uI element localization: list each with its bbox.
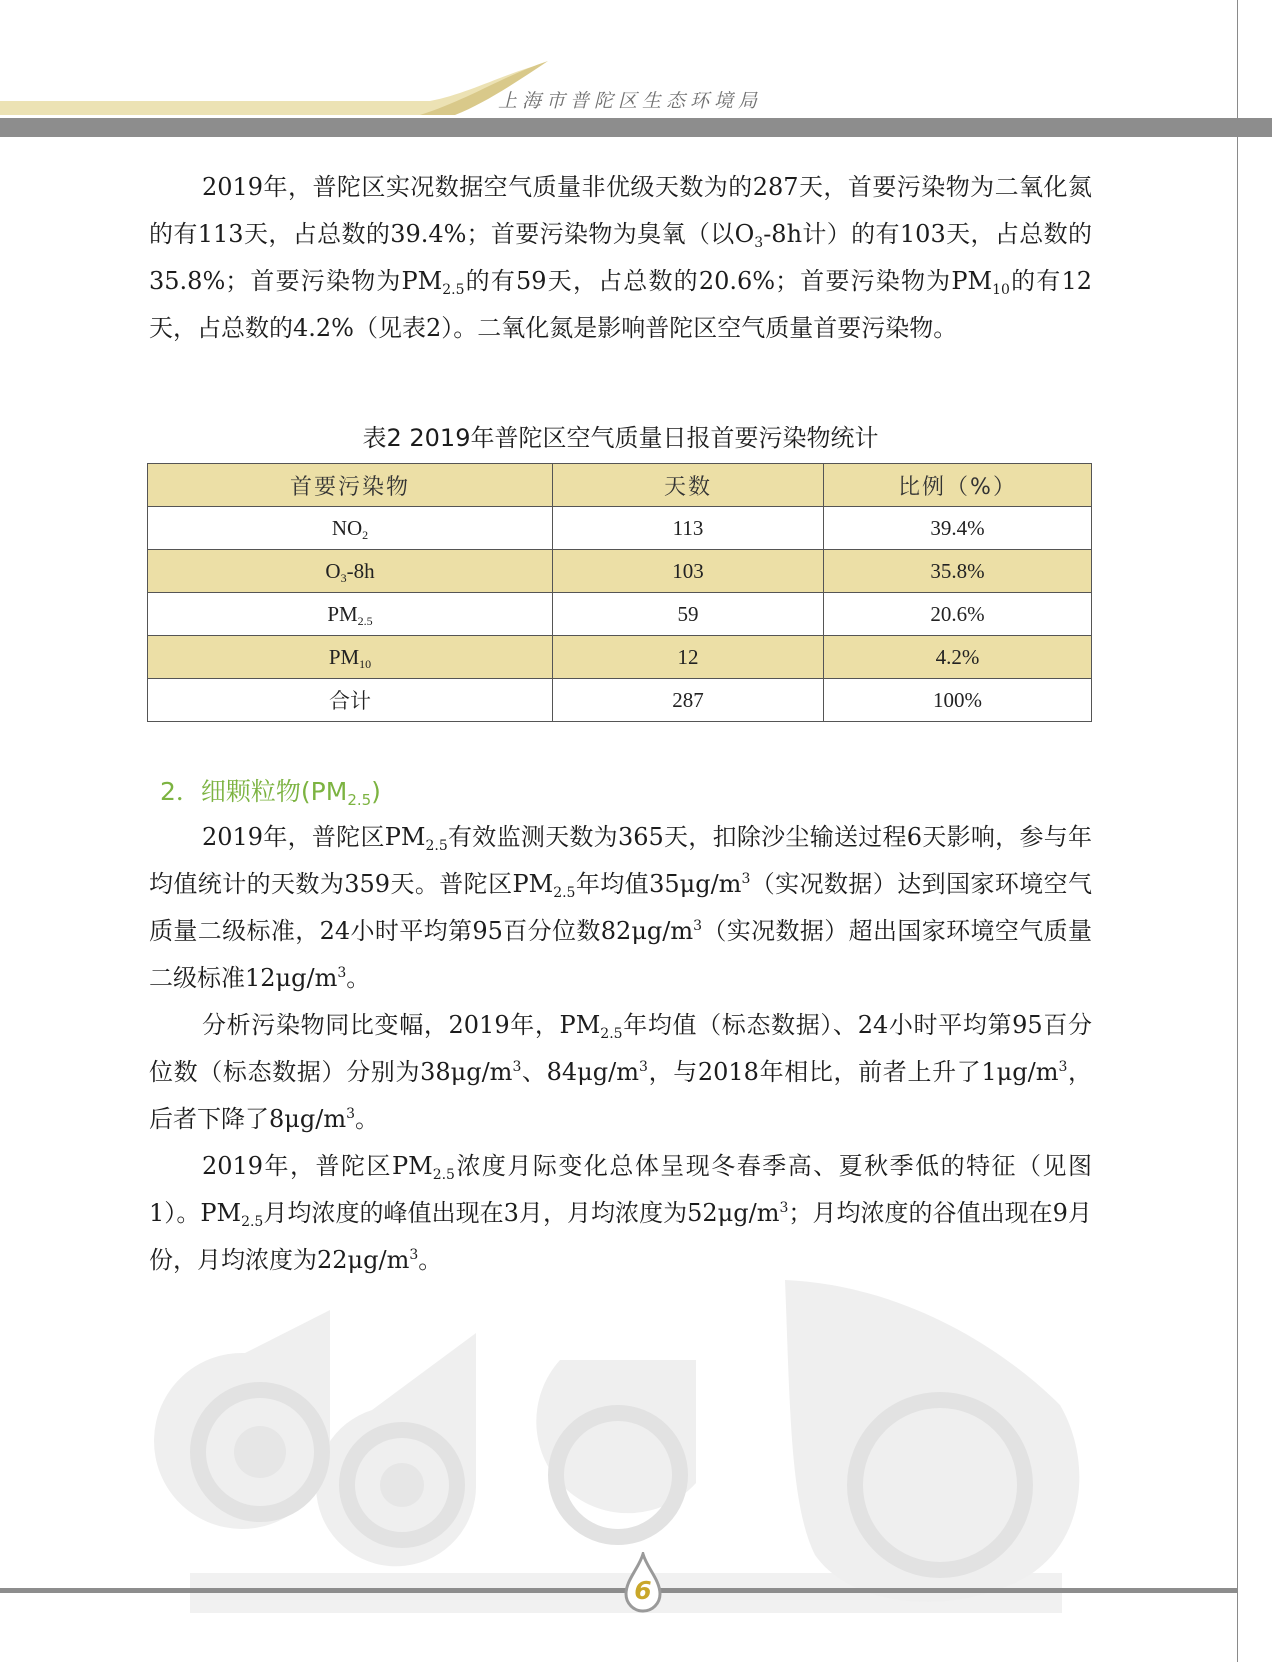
section-heading-pm25: 2．细颗粒物$(PM_{2.5})$ [160,777,381,809]
table-row-total [148,679,1092,722]
pollutant-cell: $PM_{2.5}$ [148,593,553,636]
days-cell: 59 [553,593,824,636]
column-header-days: 天数 [553,464,824,507]
ratio-cell: 35.8% [824,550,1092,593]
header-swoosh-decoration [0,55,560,115]
table-row [148,593,1092,636]
table-caption: 表2 2019年普陀区空气质量日报首要污染物统计 [362,424,879,452]
pollutant-cell: $PM_{10}$ [148,636,553,679]
paragraph-pollutant-summary: 2019年，普陀区实况数据空气质量非优级天数为的287天，首要污染物为二氧化氮的有113天，占总数的39.4%；首要污染物为臭氧（以$O_3-8h$计）的有103天，占总数的35.8%；首要污染物为$PM_{2.5}$的有59天，占总数的20.6%；首要污染物为$PM_{10}$的有12天，占总数的4.2%（见表2）。二氧化氮是影响普陀区空气质量首要污染物。 [149,173,1092,342]
page-number: 6 [634,1576,652,1605]
footer-line [0,1588,1237,1593]
ratio-cell: 20.6% [824,593,1092,636]
days-cell: 12 [553,636,824,679]
page-number-badge [622,1552,664,1616]
ratio-cell: 39.4% [824,507,1092,550]
days-cell: 287 [553,679,824,722]
right-margin-line [1237,0,1238,1662]
pollutant-cell: $O_3-8h$ [148,550,553,593]
ratio-cell: 4.2% [824,636,1092,679]
days-cell: 103 [553,550,824,593]
table-row [148,550,1092,593]
pollutant-cell: 合计 [148,679,553,722]
table-header-row [148,464,1092,507]
ratio-cell: 100% [824,679,1092,722]
header-org-name: 上海市普陀区生态环境局 [498,90,763,112]
droplet-watermark-decoration [0,1265,1237,1665]
paragraph-pm25-monthly: 2019年，普陀区$PM_{2.5}$浓度月际变化总体呈现冬春季高、夏秋季低的特征（见图1）。$PM_{2.5}$月均浓度的峰值出现在3月，月均浓度为$52\mu g/m^3$；月均浓度的谷值出现在9月份，月均浓度为$22\mu g/m^3$。 [149,1152,1093,1274]
pollutant-cell: $NO_2$ [148,507,553,550]
column-header-pollutant: 首要污染物 [148,464,553,507]
paragraph-pm25-change: 分析污染物同比变幅，2019年，$PM_{2.5}$年均值（标态数据）、24小时平均第95百分位数（标态数据）分别为$38\mu g/m^3$、$84\mu g/m^3$，与2018年相比，前者上升了$1\mu g/m^3$，后者下降了$8\mu g/m^3$。 [149,1011,1093,1133]
table-row [148,507,1092,550]
pollutant-table [147,463,1092,722]
table-row [148,636,1092,679]
column-header-ratio: 比例（%） [824,464,1092,507]
paragraph-pm25-annual: 2019年，普陀区$PM_{2.5}$有效监测天数为365天，扣除沙尘输送过程6天影响，参与年均值统计的天数为359天。普陀区$PM_{2.5}$年均值$35\mu g/m^3$（实况数据）达到国家环境空气质量二级标准，24小时平均第95百分位数$82\mu g/m^3$（实况数据）超出国家环境空气质量二级标准$12\mu g/m^3$。 [149,823,1093,992]
header-bar [0,118,1272,137]
days-cell: 113 [553,507,824,550]
